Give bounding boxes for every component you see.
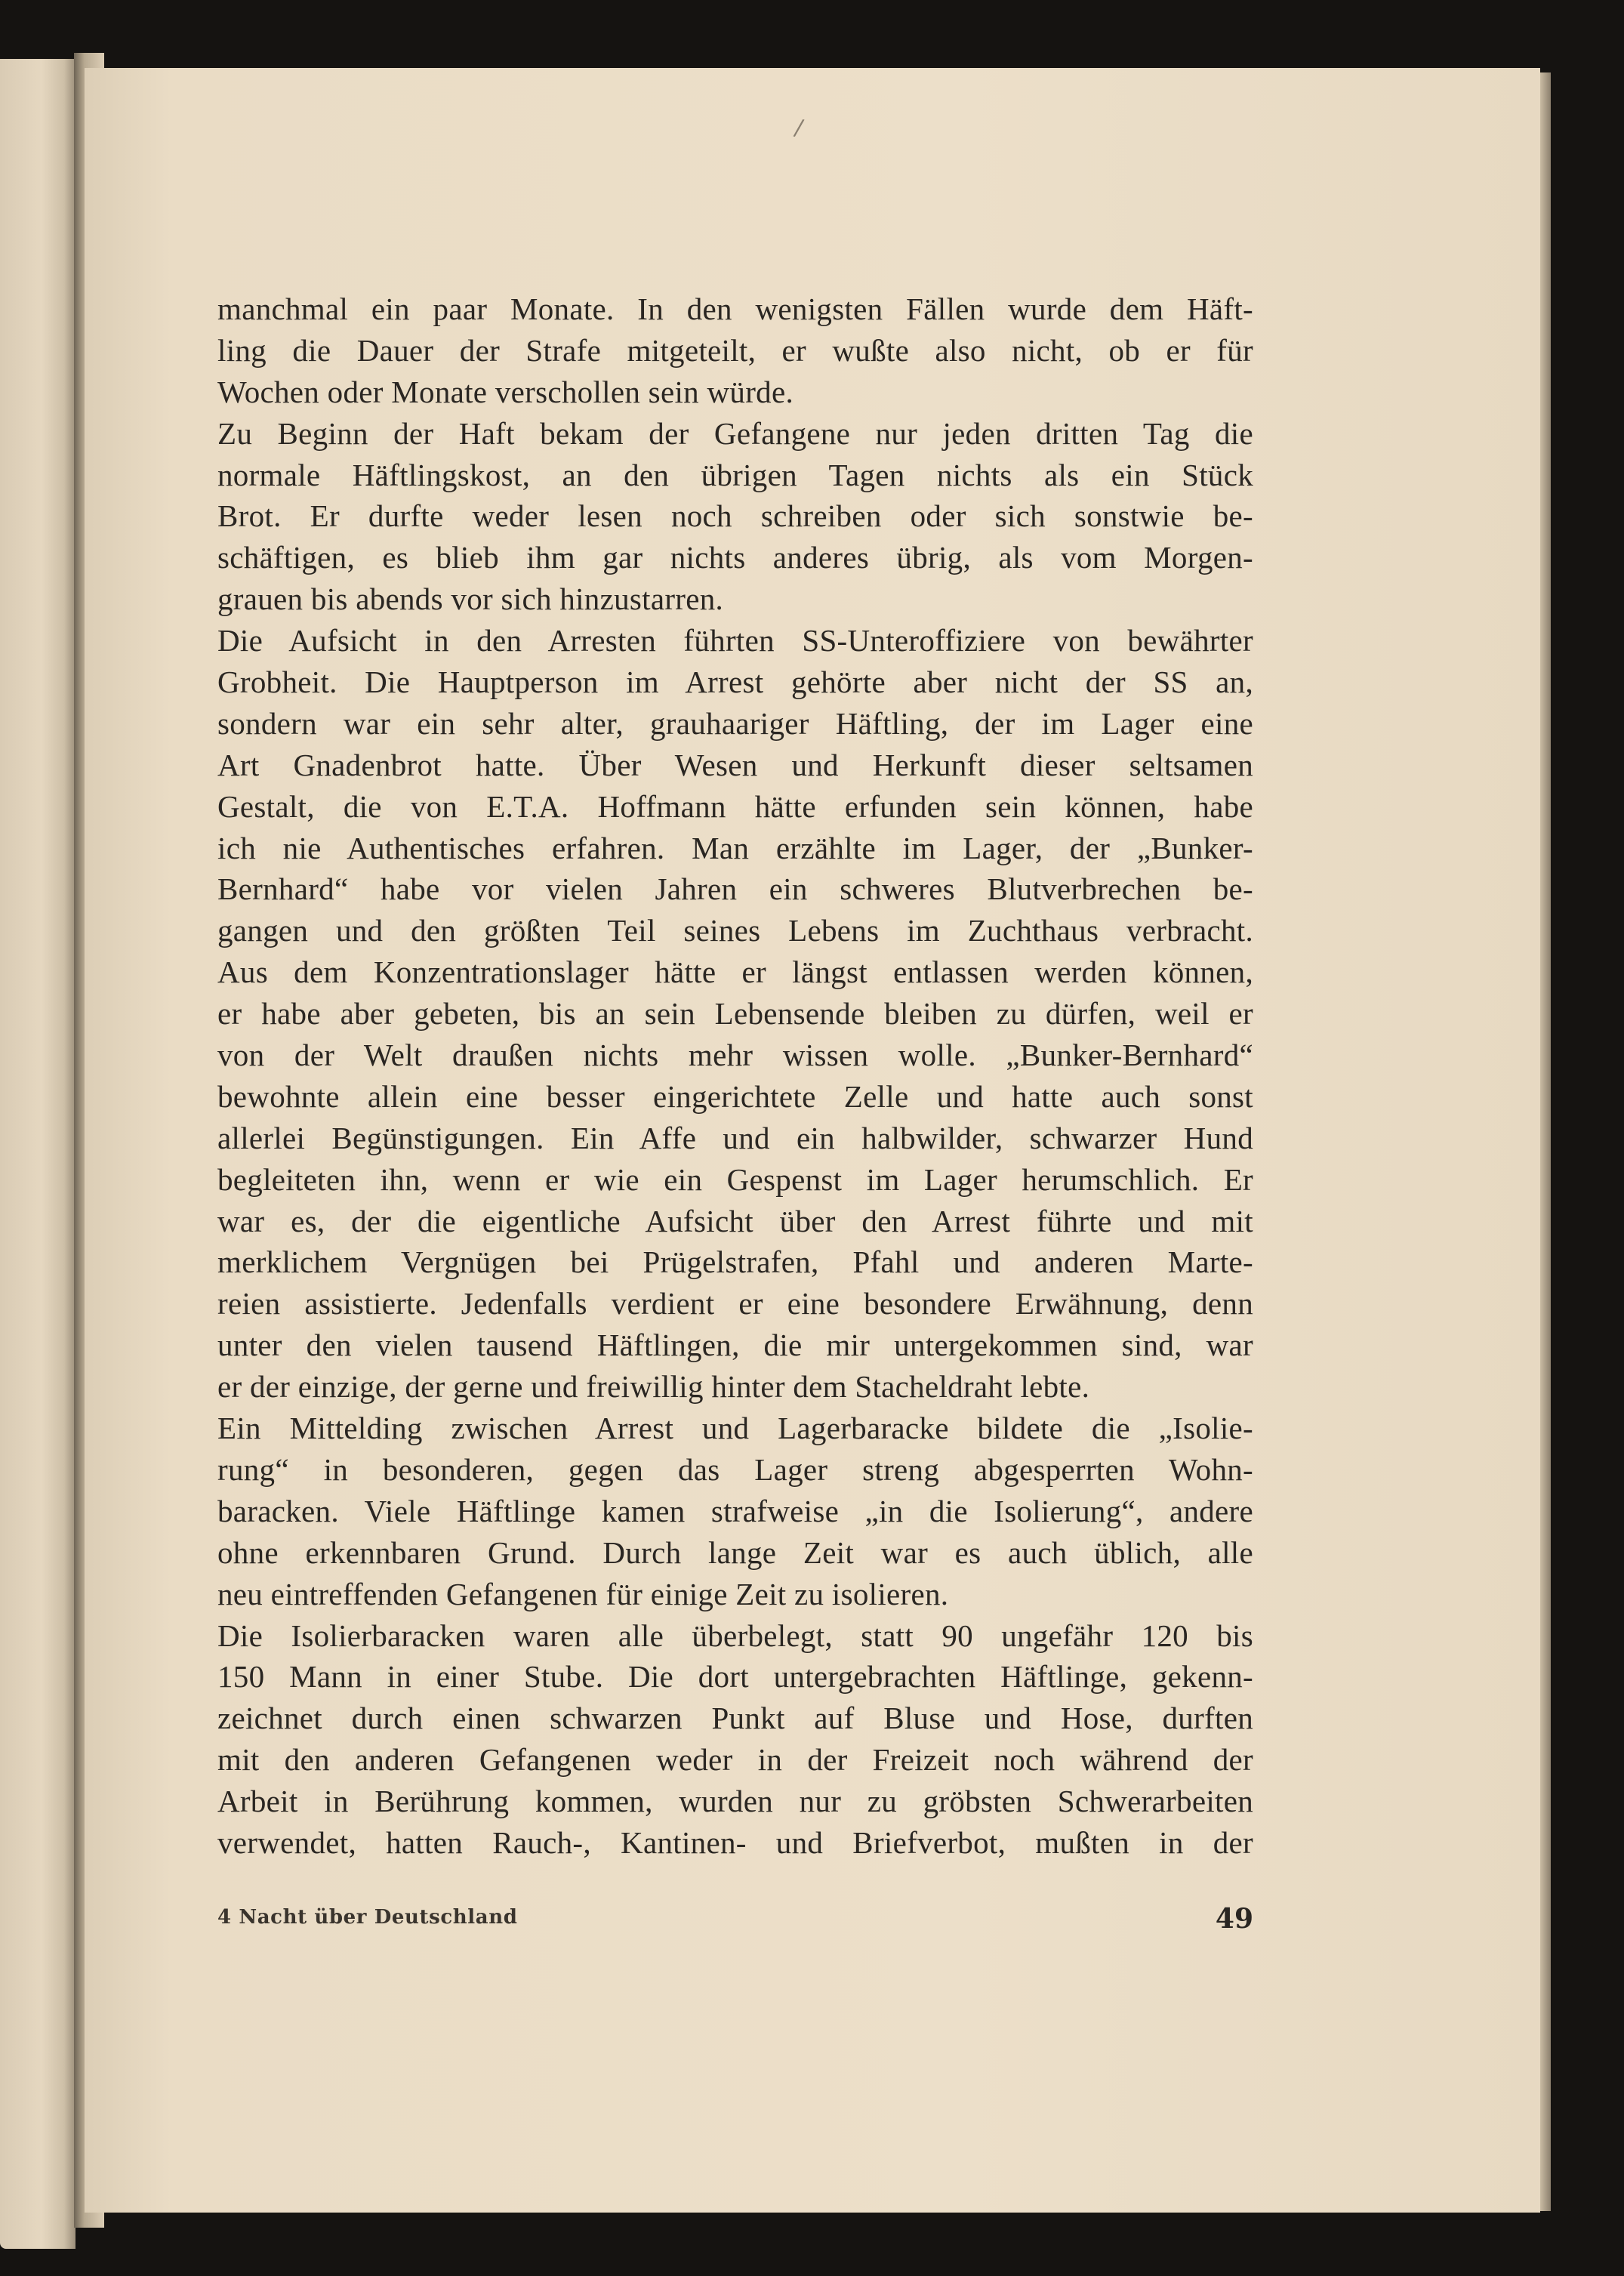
page-edge-shadow — [1540, 72, 1551, 2211]
text-line: mit den anderen Gefangenen weder in der Freizeit noch während der — [217, 1742, 1253, 1778]
text-line: reien assistierte. Jedenfalls verdient er eine besondere Erwähnung, denn — [217, 1286, 1253, 1321]
text-line: von der Welt draußen nichts mehr wissen wolle. „Bunker-Bernhard“ — [217, 1038, 1253, 1073]
text-line: Art Gnadenbrot hatte. Über Wesen und Herkunft dieser seltsamen — [217, 747, 1253, 782]
text-line: normale Häftlingskost, an den übrigen Tagen nichts als ein Stück — [217, 457, 1253, 492]
text-line: rung“ in besonderen, gegen das Lager streng abgesperrten Wohn- — [217, 1451, 1253, 1487]
text-line: Zu Beginn der Haft bekam der Gefangene nur jeden dritten Tag die — [217, 415, 1253, 451]
text-line: merklichem Vergnügen bei Prügelstrafen, Pfahl und anderen Marte- — [217, 1244, 1253, 1280]
printer-signature: 4 Nacht über Deutschland — [217, 1906, 518, 1929]
text-line: neu eintreffenden Gefangenen für einige Zeit zu isolieren. — [217, 1576, 949, 1611]
text-line: begleiteten ihn, wenn er wie ein Gespenst im Lager herumschlich. Er — [217, 1161, 1253, 1197]
text-line: Arbeit in Berührung kommen, wurden nur zu gröbsten Schwerarbeiten — [217, 1784, 1253, 1819]
text-line: allerlei Begünstigungen. Ein Affe und ein halbwilder, schwarzer Hund — [217, 1120, 1253, 1155]
text-line: 150 Mann in einer Stube. Die dort untergebrachten Häftlinge, gekenn- — [217, 1659, 1253, 1695]
text-line: war es, der die eigentliche Aufsicht über den Arrest führte und mit — [217, 1203, 1253, 1238]
text-line: bewohnte allein eine besser eingerichtete Zelle und hatte auch sonst — [217, 1078, 1253, 1114]
text-line: er der einzige, der gerne und freiwillig hinter dem Stacheldraht lebte. — [217, 1369, 1090, 1405]
text-line: grauen bis abends vor sich hinzustarren. — [217, 581, 724, 617]
text-line: Wochen oder Monate verschollen sein würde. — [217, 374, 794, 409]
text-line: er habe aber gebeten, bis an sein Lebensende bleiben zu dürfen, weil er — [217, 996, 1253, 1032]
text-line: unter den vielen tausend Häftlingen, die mir untergekommen sind, war — [217, 1328, 1253, 1363]
text-line: verwendet, hatten Rauch-, Kantinen- und Briefverbot, mußten in der — [217, 1824, 1253, 1860]
text-line: manchmal ein paar Monate. In den wenigsten Fällen wurde dem Häft- — [217, 291, 1253, 326]
text-line: Aus dem Konzentrationslager hätte er längst entlassen werden können, — [217, 955, 1253, 990]
facing-page-edge — [0, 59, 75, 2249]
text-line: ich nie Authentisches erfahren. Man erzählte im Lager, der „Bunker- — [217, 830, 1253, 865]
text-line: Die Aufsicht in den Arresten führten SS-Unteroffiziere von bewährter — [217, 623, 1253, 658]
text-line: Brot. Er durfte weder lesen noch schreiben oder sich sonstwie be- — [217, 498, 1253, 534]
text-line: Gestalt, die von E.T.A. Hoffmann hätte erfunden sein können, habe — [217, 788, 1253, 824]
pencil-mark: / — [792, 114, 806, 142]
text-line: Bernhard“ habe vor vielen Jahren ein schweres Blutverbrechen be- — [217, 871, 1253, 907]
text-line: Die Isolierbaracken waren alle überbelegt, statt 90 ungefähr 120 bis — [217, 1618, 1253, 1653]
text-line: zeichnet durch einen schwarzen Punkt auf Bluse und Hose, durften — [217, 1701, 1253, 1736]
text-line: Ein Mittelding zwischen Arrest und Lagerbaracke bildete die „Isolie- — [217, 1411, 1253, 1446]
text-line: schäftigen, es blieb ihm gar nichts anderes übrig, als vom Morgen- — [217, 540, 1253, 575]
text-line: sondern war ein sehr alter, grauhaariger Häftling, der im Lager eine — [217, 705, 1253, 741]
body-text — [217, 288, 1253, 1864]
text-line: ling die Dauer der Strafe mitgeteilt, er wußte also nicht, ob er für — [217, 332, 1253, 368]
text-line: ohne erkennbaren Grund. Durch lange Zeit war es auch üblich, alle — [217, 1534, 1253, 1570]
text-line: baracken. Viele Häftlinge kamen strafweise „in die Isolierung“, andere — [217, 1493, 1253, 1528]
page-number: 49 — [1215, 1903, 1253, 1935]
page-footer — [217, 1903, 1253, 1941]
text-line: Grobheit. Die Hauptperson im Arrest gehörte aber nicht der SS an, — [217, 665, 1253, 700]
text-line: gangen und den größten Teil seines Lebens im Zuchthaus verbracht. — [217, 913, 1253, 948]
